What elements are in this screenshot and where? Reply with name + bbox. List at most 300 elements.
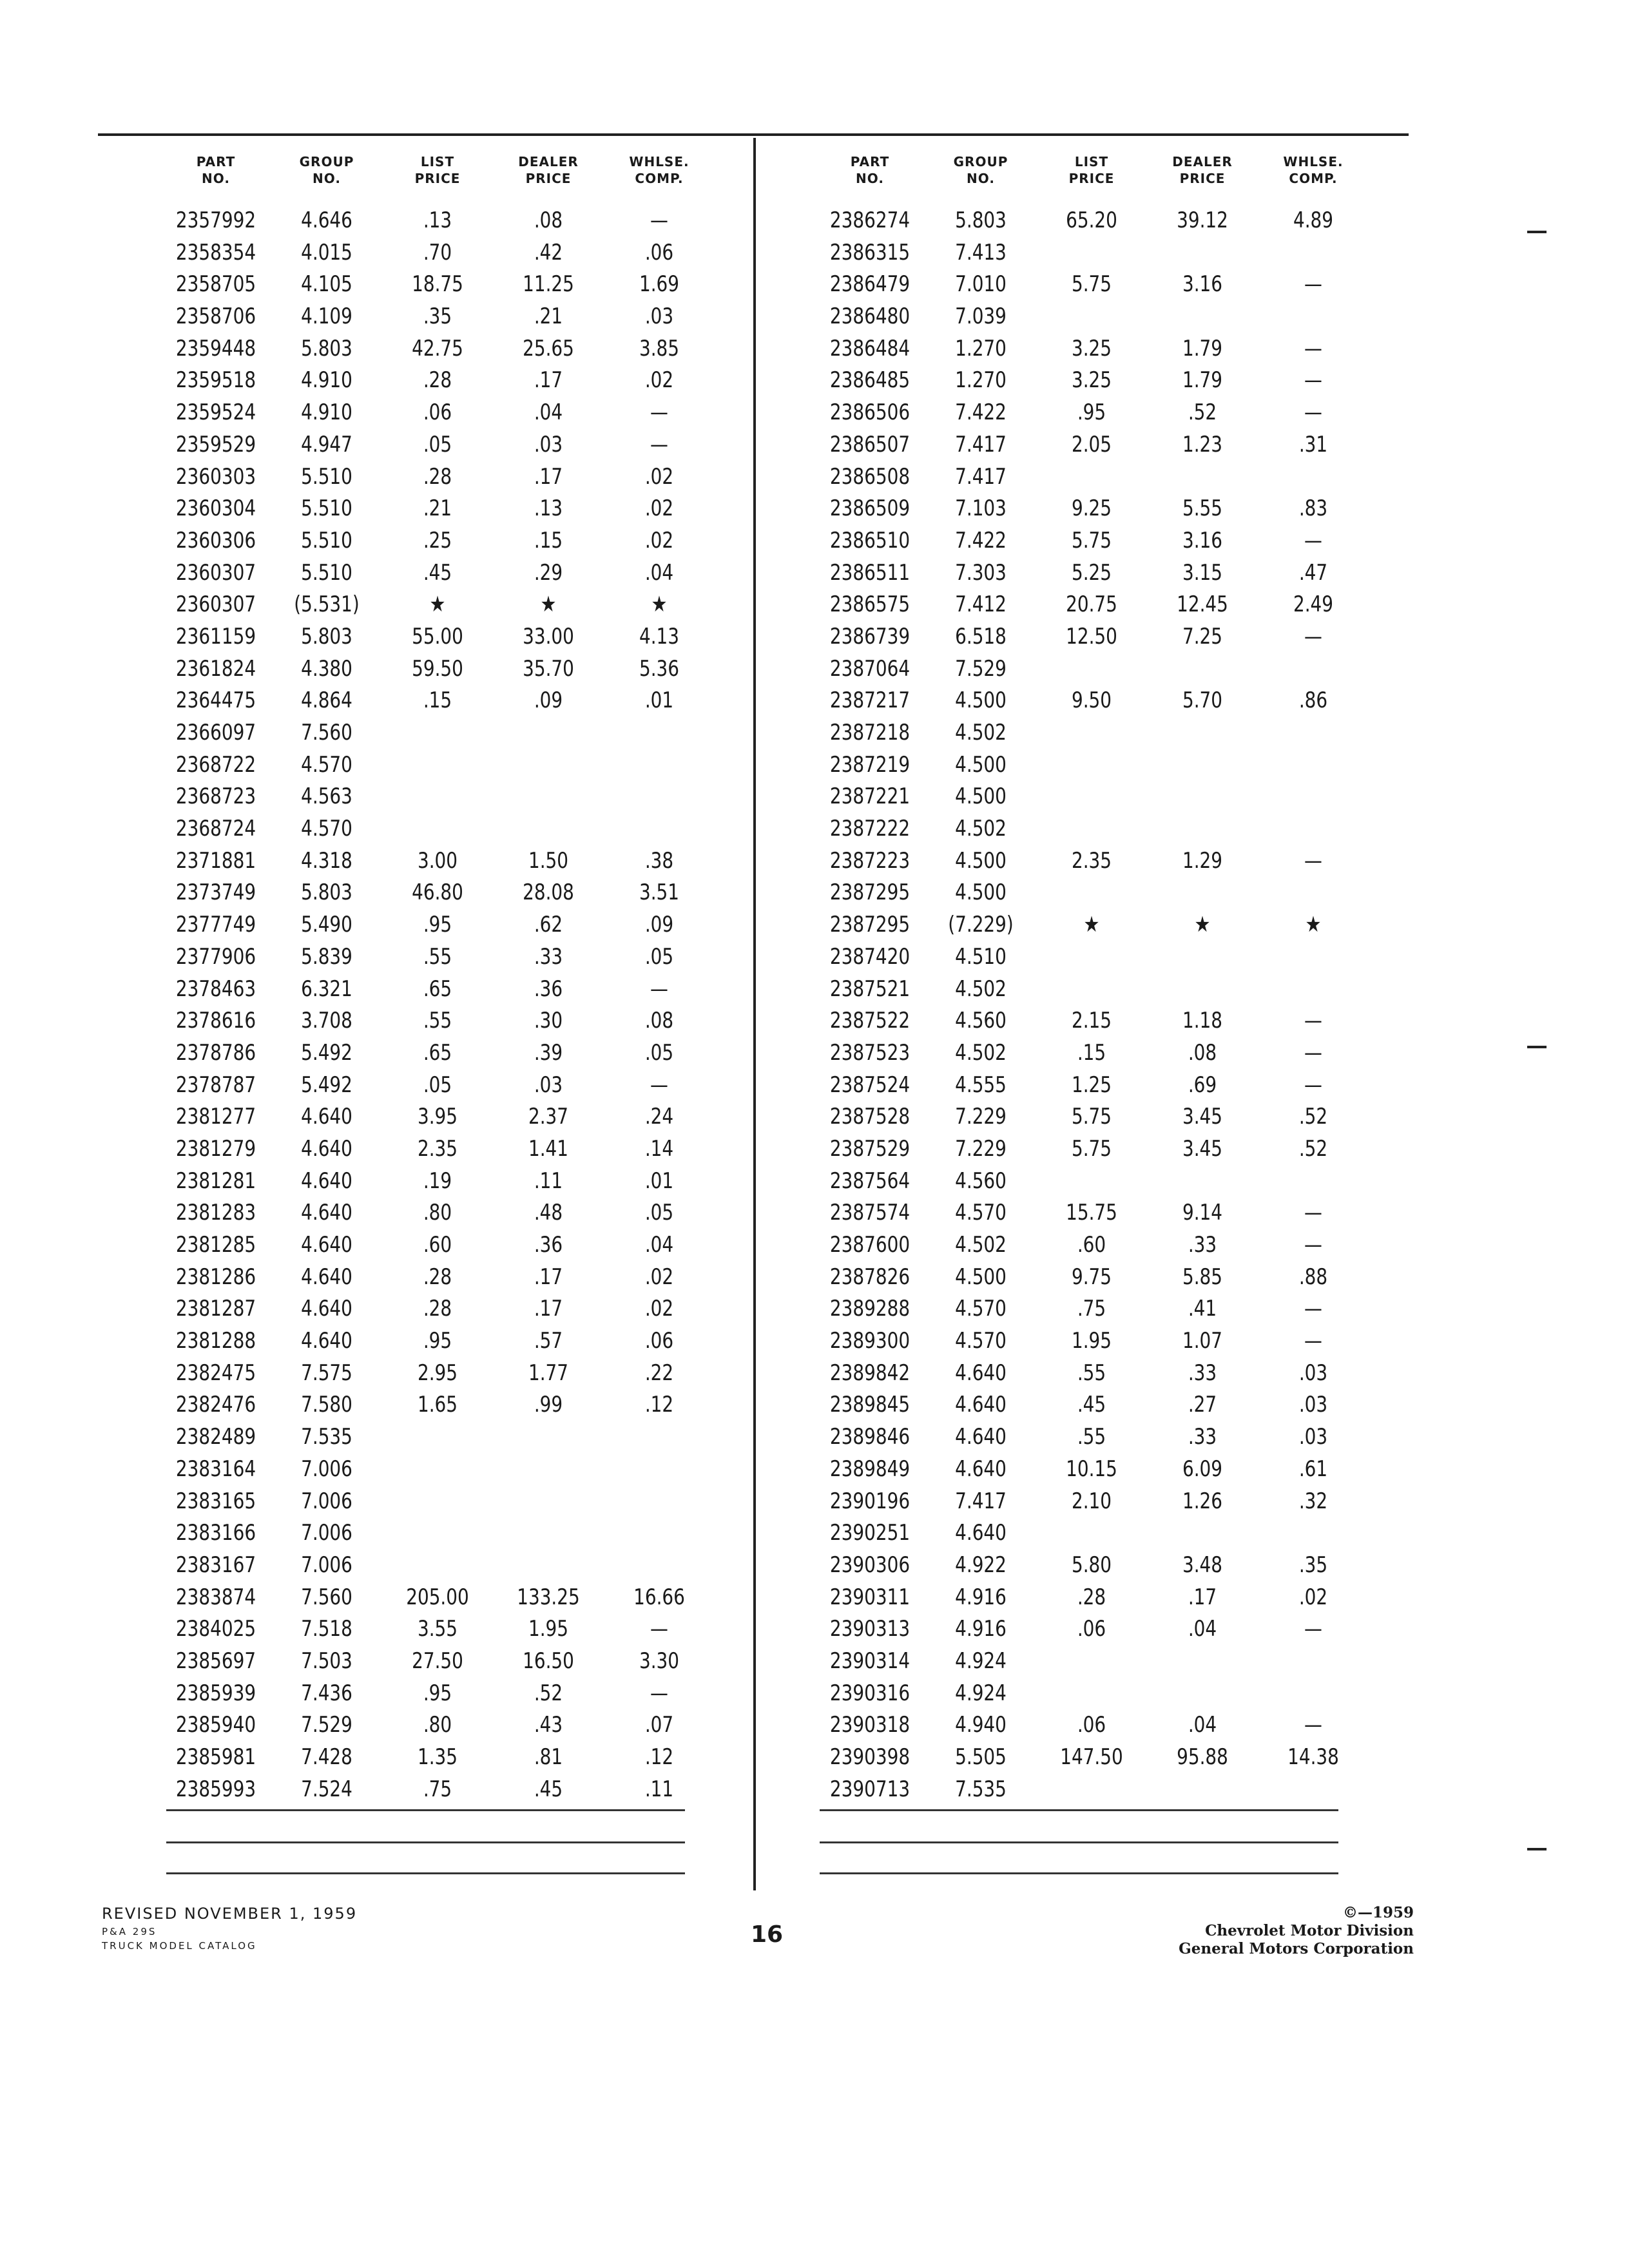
list-price-cell: .60 [1077, 1232, 1106, 1258]
copyright-year: ©—1959 [1342, 1904, 1414, 1921]
whlse-comp-cell: — [650, 207, 668, 233]
dealer-price-cell: .09 [534, 687, 563, 714]
dealer-price-cell: .17 [1188, 1584, 1217, 1610]
edge-tick-mark [1527, 1848, 1547, 1850]
list-price-cell: .13 [423, 207, 452, 233]
group-no-cell: 5.510 [301, 527, 352, 553]
part-no-cell: 2390314 [829, 1648, 911, 1674]
list-price-cell: .75 [423, 1776, 452, 1802]
list-price-cell: .45 [1077, 1392, 1106, 1418]
header-group-no: GROUP NO. [953, 154, 1008, 186]
dealer-price-cell: ★ [540, 591, 557, 618]
part-no-cell: 2358706 [175, 303, 256, 330]
group-no-cell: 4.570 [301, 816, 352, 842]
list-price-cell: .25 [423, 527, 452, 553]
left-table-header [161, 153, 715, 192]
table-row [815, 1197, 1369, 1229]
part-no-cell: 2358354 [175, 239, 256, 265]
table-row [815, 237, 1369, 269]
list-price-cell: .06 [423, 399, 452, 426]
table-row [815, 1070, 1369, 1102]
table-row [161, 1774, 715, 1806]
list-price-cell: 205.00 [406, 1584, 469, 1610]
group-no-cell: 4.640 [955, 1392, 1007, 1418]
list-price-cell: .15 [423, 687, 452, 714]
list-price-cell: 1.25 [1071, 1072, 1112, 1098]
group-no-cell: 4.924 [955, 1680, 1007, 1706]
whlse-comp-cell: .04 [644, 559, 674, 586]
header-part-no: PART NO. [196, 154, 236, 186]
whlse-comp-cell: — [1304, 271, 1322, 298]
group-no-cell: 7.006 [301, 1520, 352, 1546]
whlse-comp-cell: — [650, 1680, 668, 1706]
dealer-price-cell: 9.14 [1182, 1200, 1223, 1226]
part-no-cell: 2359524 [175, 399, 256, 426]
group-no-cell: 7.535 [955, 1776, 1007, 1802]
table-row [161, 1678, 715, 1710]
dealer-price-cell: 3.16 [1182, 527, 1223, 553]
table-row [815, 1101, 1369, 1133]
group-no-cell: 7.010 [955, 271, 1007, 298]
table-row [161, 1582, 715, 1614]
table-row [161, 685, 715, 717]
group-no-cell: 4.570 [955, 1328, 1007, 1354]
group-no-cell: 4.560 [955, 1008, 1007, 1034]
part-no-cell: 2387295 [829, 879, 911, 906]
table-row [815, 205, 1369, 237]
part-no-cell: 2386510 [829, 527, 911, 553]
whlse-comp-cell: .02 [644, 495, 674, 522]
group-no-cell: 4.015 [301, 239, 352, 265]
list-price-cell: 42.75 [412, 335, 463, 361]
whlse-comp-cell: .31 [1298, 431, 1328, 457]
blank-entry-line [820, 1872, 1338, 1874]
part-no-cell: 2359518 [175, 367, 256, 394]
list-price-cell: 5.75 [1071, 1104, 1112, 1130]
list-price-cell: 9.50 [1071, 687, 1112, 714]
whlse-comp-cell: .07 [644, 1712, 674, 1738]
group-no-cell: 4.640 [301, 1104, 352, 1130]
group-no-cell: 4.916 [955, 1584, 1007, 1610]
group-no-cell: 7.436 [301, 1680, 352, 1706]
table-row [161, 1646, 715, 1678]
blank-entry-line [166, 1809, 685, 1811]
group-no-cell: 7.422 [955, 527, 1007, 553]
group-no-cell: 4.318 [301, 847, 352, 874]
group-no-cell: 4.502 [955, 816, 1007, 842]
part-no-cell: 2361159 [175, 623, 256, 649]
list-price-cell: 1.35 [417, 1744, 458, 1770]
part-no-cell: 2381283 [175, 1200, 256, 1226]
whlse-comp-cell: .11 [644, 1776, 674, 1802]
list-price-cell: 3.95 [417, 1104, 458, 1130]
whlse-comp-cell: .38 [644, 847, 674, 874]
group-no-cell: 7.417 [955, 431, 1007, 457]
part-no-cell: 2381286 [175, 1264, 256, 1290]
list-price-cell: .65 [423, 1039, 452, 1066]
table-row [815, 1166, 1369, 1198]
whlse-comp-cell: .02 [644, 463, 674, 490]
part-no-cell: 2385697 [175, 1648, 256, 1674]
whlse-comp-cell: .61 [1298, 1456, 1328, 1482]
whlse-comp-cell: .03 [1298, 1360, 1328, 1386]
whlse-comp-cell: 2.49 [1293, 591, 1334, 618]
list-price-cell: .05 [423, 431, 452, 457]
group-no-cell: 4.500 [955, 1264, 1007, 1290]
list-price-cell: 2.95 [417, 1360, 458, 1386]
dealer-price-cell: 1.18 [1182, 1008, 1223, 1034]
part-no-cell: 2387522 [829, 1008, 911, 1034]
table-row [815, 1646, 1369, 1678]
table-row [815, 1325, 1369, 1358]
dealer-price-cell: .13 [534, 495, 563, 522]
list-price-cell: 12.50 [1066, 623, 1117, 649]
dealer-price-cell: .81 [534, 1744, 563, 1770]
dealer-price-cell: 1.50 [528, 847, 569, 874]
group-no-cell: 4.640 [955, 1424, 1007, 1450]
dealer-price-cell: .21 [534, 303, 563, 330]
part-no-cell: 2381285 [175, 1232, 256, 1258]
dealer-price-cell: .03 [534, 1072, 563, 1098]
whlse-comp-cell: — [1304, 1072, 1322, 1098]
list-price-cell: 2.35 [1071, 847, 1112, 874]
dealer-price-cell: 1.77 [528, 1360, 569, 1386]
whlse-comp-cell: — [1304, 1200, 1322, 1226]
part-no-cell: 2387222 [829, 816, 911, 842]
dealer-price-cell: 39.12 [1177, 207, 1228, 233]
dealer-price-cell: .36 [534, 1232, 563, 1258]
table-row [815, 845, 1369, 878]
group-no-cell: 1.270 [955, 335, 1007, 361]
group-no-cell: 7.524 [301, 1776, 352, 1802]
part-no-cell: 2360307 [175, 591, 256, 618]
part-no-cell: 2366097 [175, 720, 256, 745]
dealer-price-cell: 1.79 [1182, 335, 1223, 361]
dealer-price-cell: .41 [1188, 1296, 1217, 1322]
part-no-cell: 2384025 [175, 1616, 256, 1642]
table-row [815, 813, 1369, 845]
part-no-cell: 2361824 [175, 655, 256, 682]
part-no-cell: 2387223 [829, 847, 911, 874]
group-no-cell: 7.039 [955, 303, 1007, 330]
table-row [161, 621, 715, 653]
table-row [815, 621, 1369, 653]
part-no-cell: 2383166 [175, 1520, 256, 1546]
header-group-no: GROUP NO. [299, 154, 354, 186]
group-no-cell: 5.803 [301, 879, 352, 906]
page-number: 16 [750, 1921, 784, 1948]
part-no-cell: 2387528 [829, 1104, 911, 1130]
dealer-price-cell: .33 [1188, 1232, 1217, 1258]
group-no-cell: 4.640 [301, 1296, 352, 1322]
group-no-cell: 4.502 [955, 1232, 1007, 1258]
table-row [161, 877, 715, 909]
group-no-cell: 4.916 [955, 1616, 1007, 1642]
right-table-header [815, 153, 1369, 192]
list-price-cell: .65 [423, 975, 452, 1002]
group-no-cell: 5.803 [301, 623, 352, 649]
part-no-cell: 2360306 [175, 527, 256, 553]
whlse-comp-cell: .04 [644, 1232, 674, 1258]
whlse-comp-cell: — [1304, 847, 1322, 874]
list-price-cell: 5.75 [1071, 271, 1112, 298]
table-row [815, 1742, 1369, 1774]
list-price-cell: 5.75 [1071, 1135, 1112, 1162]
table-row [161, 1262, 715, 1294]
header-list-price: LIST PRICE [414, 154, 461, 186]
list-price-cell: 2.35 [417, 1135, 458, 1162]
table-row [161, 1293, 715, 1325]
blank-entry-line [166, 1841, 685, 1843]
group-no-cell: 4.640 [301, 1264, 352, 1290]
whlse-comp-cell: .03 [1298, 1392, 1328, 1418]
table-row [161, 1421, 715, 1454]
footer-copyright [1063, 1904, 1414, 1958]
list-price-cell: .55 [423, 1008, 452, 1034]
part-no-cell: 2386315 [829, 239, 911, 265]
list-price-cell: .45 [423, 559, 452, 586]
table-row [815, 1229, 1369, 1262]
edge-tick-mark [1527, 231, 1547, 233]
part-no-cell: 2386575 [829, 591, 911, 618]
table-row [161, 1101, 715, 1133]
part-no-cell: 2387529 [829, 1135, 911, 1162]
part-no-cell: 2387521 [829, 975, 911, 1002]
corporation-name: General Motors Corporation [1179, 1940, 1414, 1957]
dealer-price-cell: 12.45 [1177, 591, 1228, 618]
list-price-cell: 2.15 [1071, 1008, 1112, 1034]
list-price-cell: 9.25 [1071, 495, 1112, 522]
part-no-cell: 2386484 [829, 335, 911, 361]
list-price-cell: .55 [1077, 1424, 1106, 1450]
table-row [815, 941, 1369, 974]
table-row [161, 429, 715, 461]
list-price-cell: .95 [1077, 399, 1106, 426]
group-no-cell: 7.428 [301, 1744, 352, 1770]
group-no-cell: 4.510 [955, 943, 1007, 970]
table-row [815, 974, 1369, 1006]
group-no-cell: 4.864 [301, 687, 352, 714]
dealer-price-cell: .08 [534, 207, 563, 233]
dealer-price-cell: 3.16 [1182, 271, 1223, 298]
list-price-cell: .28 [1077, 1584, 1106, 1610]
dealer-price-cell: .17 [534, 1296, 563, 1322]
part-no-cell: 2364475 [175, 687, 256, 714]
whlse-comp-cell: — [1304, 399, 1322, 426]
part-no-cell: 2359448 [175, 335, 256, 361]
part-no-cell: 2387420 [829, 943, 911, 970]
group-no-cell: 3.708 [301, 1008, 352, 1034]
part-no-cell: 2390318 [829, 1712, 911, 1738]
dealer-price-cell: 11.25 [523, 271, 574, 298]
part-no-cell: 2389845 [829, 1392, 911, 1418]
part-no-cell: 2390196 [829, 1488, 911, 1514]
group-no-cell: 4.922 [955, 1552, 1007, 1578]
dealer-price-cell: 1.29 [1182, 847, 1223, 874]
part-no-cell: 2389842 [829, 1360, 911, 1386]
table-row [161, 1517, 715, 1550]
whlse-comp-cell: .52 [1298, 1135, 1328, 1162]
whlse-comp-cell: .24 [644, 1104, 674, 1130]
whlse-comp-cell: .02 [644, 1264, 674, 1290]
group-no-cell: 4.646 [301, 207, 352, 233]
list-price-cell: 5.80 [1071, 1552, 1112, 1578]
part-no-cell: 2383165 [175, 1488, 256, 1514]
group-no-cell: 4.910 [301, 367, 352, 394]
list-price-cell: .19 [423, 1168, 452, 1194]
part-no-cell: 2387574 [829, 1200, 911, 1226]
group-no-cell: 4.640 [955, 1360, 1007, 1386]
list-price-cell: .28 [423, 367, 452, 394]
dealer-price-cell: 28.08 [523, 879, 574, 906]
table-row [161, 1389, 715, 1421]
table-row [161, 845, 715, 878]
dealer-price-cell: .33 [534, 943, 563, 970]
group-no-cell: 7.417 [955, 1488, 1007, 1514]
group-no-cell: 7.417 [955, 463, 1007, 490]
list-price-cell: 18.75 [412, 271, 463, 298]
part-no-cell: 2378463 [175, 975, 256, 1002]
dealer-price-cell: .43 [534, 1712, 563, 1738]
whlse-comp-cell: — [1304, 623, 1322, 649]
list-price-cell: ★ [1083, 912, 1100, 938]
whlse-comp-cell: 3.30 [639, 1648, 680, 1674]
part-no-cell: 2387826 [829, 1264, 911, 1290]
list-price-cell: .60 [423, 1232, 452, 1258]
whlse-comp-cell: — [650, 1616, 668, 1642]
dealer-price-cell: .48 [534, 1200, 563, 1226]
group-no-cell: 4.570 [955, 1296, 1007, 1322]
dealer-price-cell: 5.70 [1182, 687, 1223, 714]
table-row [815, 1358, 1369, 1390]
whlse-comp-cell: .35 [1298, 1552, 1328, 1578]
dealer-price-cell: 1.95 [528, 1616, 569, 1642]
table-row [161, 1005, 715, 1037]
part-no-cell: 2386508 [829, 463, 911, 490]
list-price-cell: .06 [1077, 1616, 1106, 1642]
dealer-price-cell: 33.00 [523, 623, 574, 649]
group-no-cell: 4.570 [955, 1200, 1007, 1226]
table-row [161, 1133, 715, 1166]
dealer-price-cell: .29 [534, 559, 563, 586]
dealer-price-cell: 1.26 [1182, 1488, 1223, 1514]
group-no-cell: 7.503 [301, 1648, 352, 1674]
group-no-cell: 4.380 [301, 655, 352, 682]
whlse-comp-cell: .22 [644, 1360, 674, 1386]
part-no-cell: 2385993 [175, 1776, 256, 1802]
whlse-comp-cell: — [650, 975, 668, 1002]
list-price-cell: .55 [423, 943, 452, 970]
list-price-cell: 3.55 [417, 1616, 458, 1642]
part-no-cell: 2378787 [175, 1072, 256, 1098]
list-price-cell: .70 [423, 239, 452, 265]
list-price-cell: .80 [423, 1712, 452, 1738]
group-no-cell: 4.500 [955, 879, 1007, 906]
list-price-cell: 65.20 [1066, 207, 1117, 233]
table-row [161, 1613, 715, 1646]
header-dealer-price: DEALER PRICE [1172, 154, 1233, 186]
whlse-comp-cell: 14.38 [1287, 1744, 1339, 1770]
group-no-cell: 1.270 [955, 367, 1007, 394]
group-no-cell: 4.500 [955, 751, 1007, 778]
whlse-comp-cell: .86 [1298, 687, 1328, 714]
dealer-price-cell: 3.48 [1182, 1552, 1223, 1578]
list-price-cell: 10.15 [1066, 1456, 1117, 1482]
table-row [815, 1774, 1369, 1806]
group-no-cell: 7.413 [955, 239, 1007, 265]
part-no-cell: 2390398 [829, 1744, 911, 1770]
table-row [815, 269, 1369, 301]
group-no-cell: 4.563 [301, 783, 352, 810]
whlse-comp-cell: .09 [644, 912, 674, 938]
group-no-cell: 5.492 [301, 1072, 352, 1098]
whlse-comp-cell: .02 [1298, 1584, 1328, 1610]
dealer-price-cell: 5.85 [1182, 1264, 1223, 1290]
group-no-cell: 7.529 [955, 655, 1007, 682]
list-price-cell: .80 [423, 1200, 452, 1226]
dealer-price-cell: .62 [534, 912, 563, 938]
dealer-price-cell: 1.23 [1182, 431, 1223, 457]
whlse-comp-cell: — [1304, 1712, 1322, 1738]
group-no-cell: 7.560 [301, 720, 352, 745]
group-no-cell: 4.910 [301, 399, 352, 426]
whlse-comp-cell: .08 [644, 1008, 674, 1034]
part-no-cell: 2387295 [829, 912, 911, 938]
dealer-price-cell: 3.15 [1182, 559, 1223, 586]
whlse-comp-cell: — [1304, 527, 1322, 553]
list-price-cell: .35 [423, 303, 452, 330]
list-price-cell: .21 [423, 495, 452, 522]
list-price-cell: 5.75 [1071, 527, 1112, 553]
dealer-price-cell: 35.70 [523, 655, 574, 682]
table-row [815, 301, 1369, 333]
center-divider [753, 138, 756, 1890]
table-row [815, 1582, 1369, 1614]
list-price-cell: .75 [1077, 1296, 1106, 1322]
blank-entry-line [820, 1809, 1338, 1811]
dealer-price-cell: 133.25 [517, 1584, 580, 1610]
whlse-comp-cell: 5.36 [639, 655, 680, 682]
part-no-cell: 2386511 [829, 559, 911, 586]
right-table-body [815, 205, 1369, 1805]
dealer-price-cell: .45 [534, 1776, 563, 1802]
group-no-cell: 7.103 [955, 495, 1007, 522]
group-no-cell: 7.006 [301, 1552, 352, 1578]
dealer-price-cell: 95.88 [1177, 1744, 1228, 1770]
table-row [161, 1550, 715, 1582]
whlse-comp-cell: — [1304, 1296, 1322, 1322]
dealer-price-cell: 7.25 [1182, 623, 1223, 649]
list-price-cell: 5.25 [1071, 559, 1112, 586]
part-no-cell: 2371881 [175, 847, 256, 874]
part-no-cell: 2381287 [175, 1296, 256, 1322]
group-no-cell: 7.303 [955, 559, 1007, 586]
whlse-comp-cell: .02 [644, 1296, 674, 1322]
group-no-cell: 7.575 [301, 1360, 352, 1386]
table-row [815, 1262, 1369, 1294]
table-row [161, 749, 715, 782]
whlse-comp-cell: .06 [644, 1328, 674, 1354]
table-row [161, 813, 715, 845]
group-no-cell: 4.502 [955, 975, 1007, 1002]
part-no-cell: 2378786 [175, 1039, 256, 1066]
part-no-cell: 2389846 [829, 1424, 911, 1450]
table-row [815, 1133, 1369, 1166]
group-no-cell: 4.502 [955, 720, 1007, 745]
group-no-cell: 4.947 [301, 431, 352, 457]
whlse-comp-cell: 3.51 [639, 879, 680, 906]
dealer-price-cell: .04 [1188, 1712, 1217, 1738]
